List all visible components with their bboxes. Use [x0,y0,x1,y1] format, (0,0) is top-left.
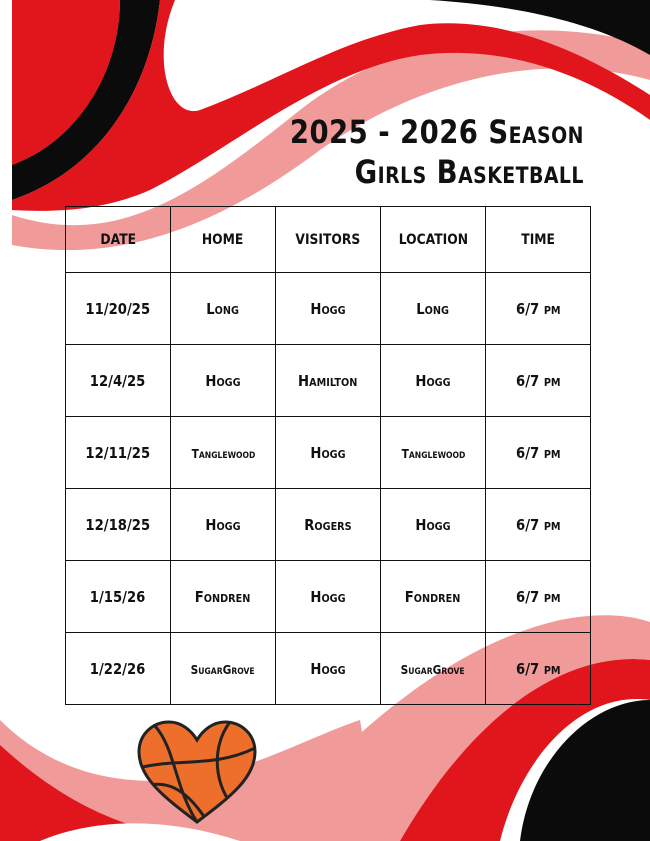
header-location: LOCATION [381,207,486,273]
cell-location: Tanglewood [381,417,486,489]
cell-visitors: Hogg [276,561,381,633]
cell-time: 6/7 pm [486,489,591,561]
table-row [66,561,591,633]
schedule-table [65,206,591,705]
cell-location: Long [381,273,486,345]
table-row [66,345,591,417]
header-date: DATE [66,207,171,273]
table-header-row [66,207,591,273]
cell-location: Fondren [381,561,486,633]
cell-date: 12/11/25 [66,417,171,489]
cell-home: Long [171,273,276,345]
cell-home: Tanglewood [171,417,276,489]
cell-home: SugarGrove [171,633,276,705]
table-row [66,489,591,561]
cell-time: 6/7 pm [486,633,591,705]
cell-date: 12/4/25 [66,345,171,417]
cell-visitors: Hogg [276,633,381,705]
header-visitors: VISITORS [276,207,381,273]
header-home: HOME [171,207,276,273]
table-row [66,633,591,705]
cell-location: SugarGrove [381,633,486,705]
cell-date: 1/22/26 [66,633,171,705]
cell-location: Hogg [381,345,486,417]
header-time: TIME [486,207,591,273]
title-team: Girls Basketball [354,153,584,191]
cell-home: Fondren [171,561,276,633]
cell-date: 11/20/25 [66,273,171,345]
table-row [66,417,591,489]
cell-time: 6/7 pm [486,561,591,633]
cell-date: 12/18/25 [66,489,171,561]
cell-home: Hogg [171,345,276,417]
cell-time: 6/7 pm [486,273,591,345]
cell-location: Hogg [381,489,486,561]
cell-visitors: Rogers [276,489,381,561]
cell-time: 6/7 pm [486,417,591,489]
cell-visitors: Hogg [276,273,381,345]
cell-time: 6/7 pm [486,345,591,417]
table-row [66,273,591,345]
cell-home: Hogg [171,489,276,561]
cell-date: 1/15/26 [66,561,171,633]
title-season: 2025 - 2026 Season [289,113,584,151]
cell-visitors: Hamilton [276,345,381,417]
page-title [290,112,584,192]
cell-visitors: Hogg [276,417,381,489]
basketball-heart-icon [135,718,259,828]
